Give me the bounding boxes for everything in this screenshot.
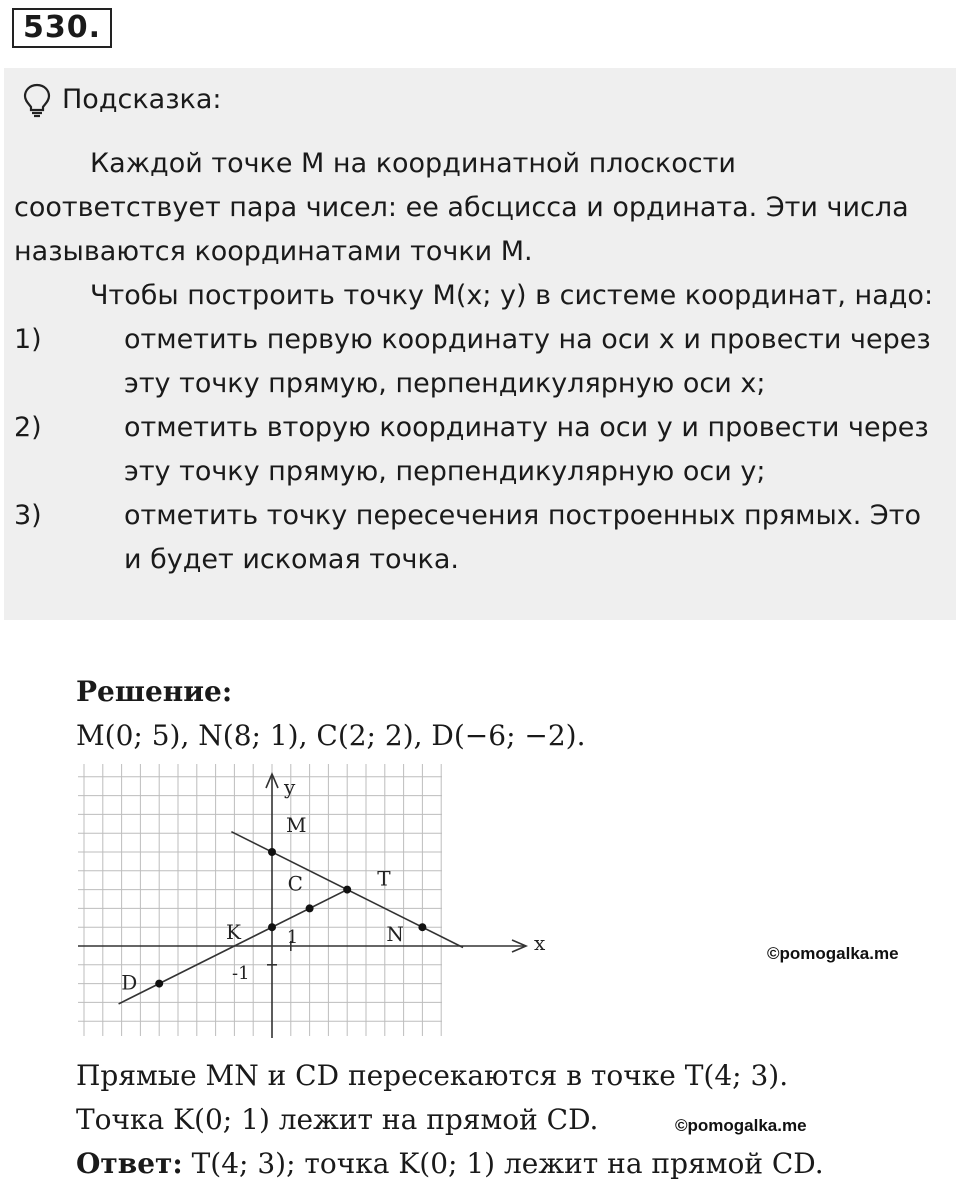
- hint-step: [14, 406, 944, 494]
- point-label-t: T: [377, 866, 391, 891]
- hint-text: [14, 142, 944, 582]
- answer-label: Ответ:: [76, 1147, 183, 1180]
- plot-labels: [121, 775, 546, 995]
- point-label-d: D: [121, 970, 138, 995]
- watermark: ©pomogalka.me: [767, 944, 899, 963]
- step-number: 3): [14, 500, 42, 531]
- y-axis-label: y: [284, 775, 296, 799]
- solution-heading: Решение:: [76, 675, 233, 708]
- x-axis-label: x: [534, 931, 546, 955]
- hint-paragraph: Чтобы построить точку M(x; y) в системе координат, надо:: [90, 280, 934, 311]
- point-label-n: N: [386, 922, 404, 947]
- hint-title-text: Подсказка:: [62, 84, 222, 115]
- point-c: [306, 904, 314, 912]
- step-number: 1): [14, 324, 42, 355]
- point-n: [418, 923, 426, 931]
- hint-box: [4, 68, 956, 620]
- step-text: отметить вторую координату на оси y и провести через эту точку прямую, перпендикулярную оси y;: [124, 412, 929, 487]
- point-t: [343, 886, 351, 894]
- hint-step: [14, 494, 944, 582]
- y-tick-label: -1: [232, 962, 250, 984]
- answer-text: T(4; 3); точка K(0; 1) лежит на прямой CD.: [182, 1147, 824, 1180]
- grid: [78, 764, 442, 1036]
- coordinate-graph: [76, 762, 556, 1040]
- point-m: [268, 848, 276, 856]
- point-label-m: M: [286, 813, 307, 837]
- solution: [76, 670, 936, 758]
- task-number: 530.: [12, 8, 112, 48]
- point-label-k: K: [226, 920, 241, 945]
- x-tick-label: 1: [286, 927, 299, 948]
- point-d: [155, 980, 163, 988]
- points-list: M(0; 5), N(8; 1), C(2; 2), D(−6; −2).: [76, 719, 586, 752]
- hint-step: [14, 318, 944, 406]
- step-text: отметить первую координату на оси x и провести через эту точку прямую, перпендикулярную оси x;: [124, 324, 931, 399]
- watermark: ©pomogalka.me: [675, 1116, 807, 1135]
- hint-title: [22, 82, 222, 118]
- lightbulb-icon: [22, 82, 52, 118]
- result-line: Точка K(0; 1) лежит на прямой CD.: [76, 1103, 599, 1136]
- point-label-c: C: [287, 871, 303, 896]
- result-line: Прямые MN и CD пересекаются в точке T(4; 3).: [76, 1059, 789, 1092]
- answer-line: [76, 1144, 946, 1184]
- point-k: [268, 923, 276, 931]
- hint-paragraph: Каждой точке M на координатной плоскости соответствует пара чисел: ее абсцисса и ордината. Эти числа называются координатами точки M.: [14, 148, 909, 267]
- step-number: 2): [14, 412, 42, 443]
- step-text: отметить точку пересечения построенных прямых. Это и будет искомая точка.: [124, 500, 922, 575]
